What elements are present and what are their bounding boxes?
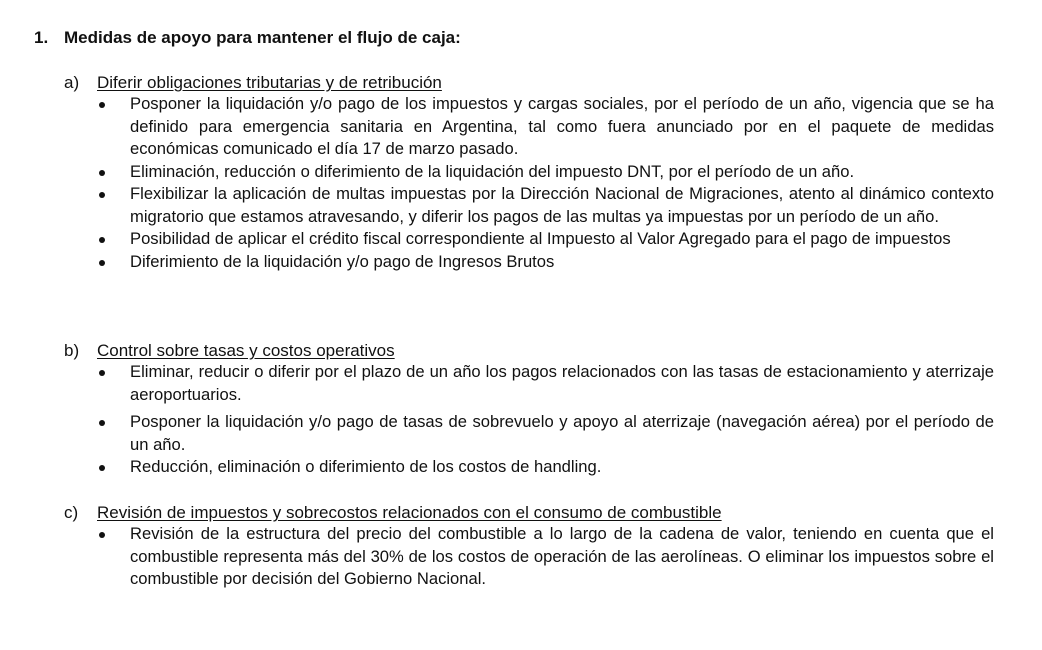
subsection-letter: b): [64, 341, 80, 360]
list-item-text: Posponer la liquidación y/o pago de los impuestos y cargas sociales, por el período de un año, vigencia que se ha definido para emergencia sanitaria en Argentina, tal como fuera anunciado por en el paquete de medidas económicas comunicado el día 17 de marzo pasado.: [130, 94, 994, 158]
subsection-c-title: [64, 502, 994, 523]
subsection-b-title: [64, 340, 994, 361]
list-item: [64, 456, 994, 479]
subsection-letter: a): [64, 73, 80, 92]
subsection-b: [64, 340, 994, 479]
bullet-icon: [99, 192, 105, 198]
heading-number: 1.: [34, 28, 49, 47]
list-item-text: Flexibilizar la aplicación de multas impuestas por la Dirección Nacional de Migraciones, atento al dinámico contexto migratorio que estamos atravesando, y diferir los pagos de las multas ya impuestas por un período de un año.: [130, 184, 994, 226]
list-item-text: Diferimiento de la liquidación y/o pago de Ingresos Brutos: [130, 251, 555, 271]
subsection-c: [64, 502, 994, 591]
bullet-icon: [99, 370, 105, 376]
list-item: [64, 183, 994, 228]
list-item: [64, 361, 994, 406]
bullet-icon: [99, 532, 105, 538]
list-item-text: Reducción, eliminación o diferimiento de los costos de handling.: [130, 457, 602, 476]
list-item-text: Posibilidad de aplicar el crédito fiscal correspondiente al Impuesto al Valor Agregado para el pago de impuestos: [130, 229, 951, 248]
list-item: [64, 161, 994, 184]
subsection-title-text: Diferir obligaciones tributarias y de retribución: [97, 73, 442, 92]
bullet-icon: [99, 420, 105, 426]
bullet-icon: [99, 102, 105, 108]
bullet-list: [64, 93, 994, 273]
bullet-icon: [99, 170, 105, 176]
list-item-text: Eliminar, reducir o diferir por el plazo de un año los pagos relacionados con las tasas de estacionamiento y aterrizaje aeroportuarios.: [130, 362, 994, 404]
heading-text: Medidas de apoyo para mantener el flujo de caja:: [64, 28, 461, 47]
subsection-title-text: Control sobre tasas y costos operativos: [97, 341, 395, 360]
subsection-a: [64, 72, 994, 273]
list-item: [64, 523, 994, 591]
list-item-text: Posponer la liquidación y/o pago de tasas de sobrevuelo y apoyo al aterrizaje (navegación aérea) por el período de un año.: [130, 412, 994, 454]
list-item: [64, 251, 994, 274]
bullet-icon: [99, 237, 105, 243]
bullet-icon: [99, 465, 105, 471]
list-item-text: Eliminación, reducción o diferimiento de la liquidación del impuesto DNT, por el período de un año.: [130, 161, 855, 181]
subsection-title-text: Revisión de impuestos y sobrecostos relacionados con el consumo de combustible: [97, 503, 722, 522]
list-item: [64, 93, 994, 161]
subsection-letter: c): [64, 503, 79, 522]
section-heading: [34, 27, 461, 49]
subsection-a-title: [64, 72, 994, 93]
bullet-list: [64, 523, 994, 591]
list-item-text: Revisión de la estructura del precio del combustible a lo largo de la cadena de valor, teniendo en cuenta que el combustible representa más del 30% de los costos de operación de las aerolíneas. O eliminar los impuestos sobre el combustible por decisión del Gobierno Nacional.: [130, 524, 994, 588]
list-item: [64, 411, 994, 456]
bullet-list: [64, 361, 994, 479]
bullet-icon: [99, 260, 105, 266]
list-item: [64, 228, 994, 251]
